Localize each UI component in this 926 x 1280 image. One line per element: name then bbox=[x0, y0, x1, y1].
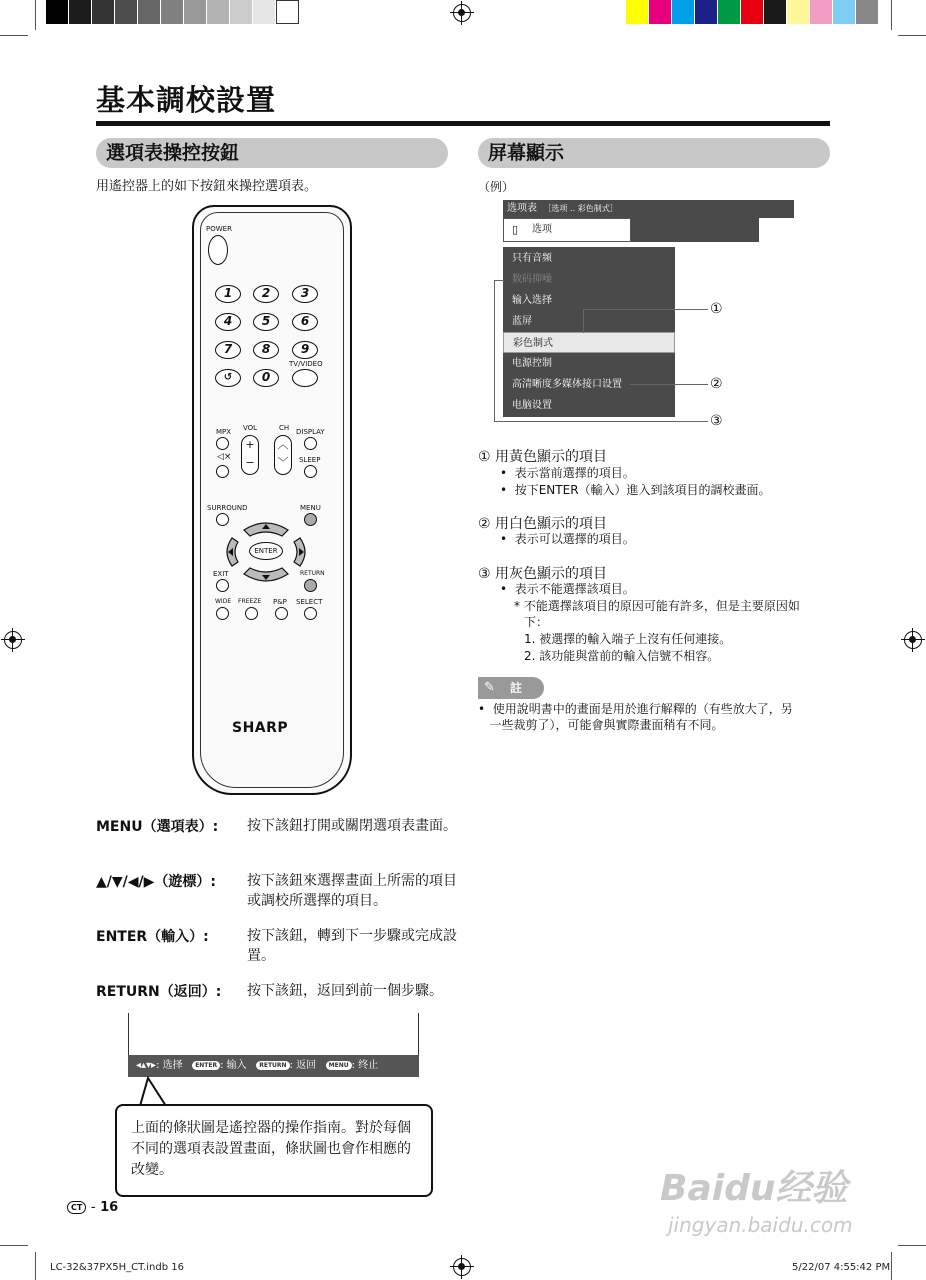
osd-item[interactable]: 输入选择 bbox=[512, 295, 552, 306]
osd-item-disabled: 数码抑噪 bbox=[512, 274, 552, 285]
gray-swatch bbox=[138, 0, 161, 24]
explanation-2-bullet: • 表示可以選擇的項目。 bbox=[500, 532, 635, 546]
intro-text: 用遙控器上的如下按鈕來操控選項表。 bbox=[96, 179, 318, 194]
osd-title-bar: 选项表 ［选项 ‥ 彩色制式］ bbox=[503, 200, 794, 218]
gray-swatch bbox=[253, 0, 276, 24]
tvvideo-label: TV/VIDEO bbox=[289, 360, 323, 368]
display-label: DISPLAY bbox=[296, 428, 325, 436]
color-swatch bbox=[856, 0, 879, 24]
explanation-3-sub: * 不能選擇該項目的原因可能有許多，但是主要原因如 bbox=[514, 599, 800, 613]
color-swatch bbox=[833, 0, 856, 24]
return-label: RETURN bbox=[300, 570, 325, 577]
color-swatch bbox=[672, 0, 695, 24]
color-swatch bbox=[810, 0, 833, 24]
operation-guide-bar: ◂▴▾▸: 选择 ENTER : 输入 RETURN : 返回 MENU : 终止 bbox=[128, 1055, 419, 1077]
menu-key-icon: MENU bbox=[326, 1061, 352, 1070]
explanation-1-heading: ① 用黃色顯示的項目 bbox=[478, 449, 608, 465]
pointer-line bbox=[494, 280, 495, 422]
wide-label: WIDE bbox=[215, 598, 232, 605]
number-button-9[interactable]: 9 bbox=[292, 341, 318, 359]
ch-label: CH bbox=[279, 424, 290, 432]
gray-swatch bbox=[161, 0, 184, 24]
wide-button[interactable] bbox=[216, 607, 229, 620]
enter-button[interactable]: ENTER bbox=[249, 542, 283, 560]
explanation-3-sub: 1. 被選擇的輸入端子上沒有任何連接。 bbox=[524, 632, 732, 646]
registration-mark-icon bbox=[453, 4, 471, 22]
document-icon: ▯ bbox=[512, 223, 519, 236]
color-swatch bbox=[741, 0, 764, 24]
color-swatch bbox=[787, 0, 810, 24]
osd-tab-option[interactable]: ▯ 选项 bbox=[503, 218, 631, 242]
key-menu-desc: 按下該鈕打開或關閉選項表畫面。 bbox=[247, 818, 457, 834]
osd-item[interactable]: 蓝屏 bbox=[512, 316, 532, 327]
marker-2: ② bbox=[710, 376, 723, 392]
enter-key-icon: ENTER bbox=[192, 1061, 220, 1070]
surround-label: SURROUND bbox=[207, 504, 248, 512]
freeze-button[interactable] bbox=[245, 607, 258, 620]
power-button[interactable] bbox=[208, 235, 228, 265]
section-heading-menu-buttons: 選項表操控按鈕 bbox=[96, 138, 448, 168]
pencil-icon: ✎ bbox=[484, 680, 495, 695]
key-cursor-desc: 按下該鈕來選擇畫面上所需的項目或調校所選擇的項目。 bbox=[247, 873, 457, 909]
pp-button[interactable] bbox=[275, 607, 288, 620]
crop-mark bbox=[0, 35, 28, 36]
explanation-3-sub: 下： bbox=[524, 615, 549, 629]
marker-1: ① bbox=[710, 301, 723, 317]
crop-mark bbox=[898, 1245, 926, 1246]
sharp-logo: SHARP bbox=[232, 720, 289, 736]
baidu-watermark: Baidu经验 bbox=[660, 1168, 848, 1209]
crop-mark bbox=[0, 1245, 28, 1246]
return-key-icon: RETURN bbox=[256, 1061, 289, 1070]
sleep-button[interactable] bbox=[304, 465, 317, 478]
channel-rocker[interactable]: ︿ ﹀ bbox=[274, 435, 292, 475]
note-text: • 使用說明書中的畫面是用於進行解釋的（有些放大了，另 一些裁剪了），可能會與實際畫面稍有不同。 bbox=[478, 702, 793, 732]
osd-item[interactable]: 电脑设置 bbox=[512, 400, 552, 411]
select-button[interactable] bbox=[304, 607, 317, 620]
gray-swatch bbox=[46, 0, 69, 24]
gray-swatch bbox=[184, 0, 207, 24]
footer-filename: LC-32&37PX5H_CT.indb 16 bbox=[50, 1262, 184, 1273]
number-button-4[interactable]: 4 bbox=[215, 313, 241, 331]
pointer-line bbox=[583, 309, 584, 333]
crop-mark bbox=[891, 1252, 892, 1280]
pointer-line bbox=[494, 421, 708, 422]
flashback-button[interactable]: ↺ bbox=[215, 369, 241, 387]
osd-tab-empty bbox=[631, 218, 759, 242]
pp-label: P&P bbox=[273, 598, 287, 606]
color-swatch bbox=[718, 0, 741, 24]
number-button-0[interactable]: 0 bbox=[253, 369, 279, 387]
key-enter: ENTER（輸入）: bbox=[96, 929, 209, 945]
cursor-arrows-icon: ◂▴▾▸ bbox=[136, 1060, 157, 1071]
baidu-watermark-url: jingyan.baidu.com bbox=[668, 1213, 853, 1237]
key-return-desc: 按下該鈕，返回到前一個步驟。 bbox=[247, 983, 443, 999]
key-return: RETURN（返回）: bbox=[96, 984, 222, 1000]
mpx-label: MPX bbox=[216, 428, 232, 436]
explanation-3-sub: 2. 該功能與當前的輸入信號不相容。 bbox=[524, 649, 720, 663]
gray-swatch bbox=[69, 0, 92, 24]
number-button-6[interactable]: 6 bbox=[292, 313, 318, 331]
language-badge: CT bbox=[67, 1201, 86, 1214]
osd-item-selected[interactable]: 彩色制式 bbox=[503, 332, 675, 353]
registration-mark-icon bbox=[4, 631, 22, 649]
select-label: SELECT bbox=[296, 598, 323, 606]
guide-callout: 上面的條狀圖是遙控器的操作指南。對於每個不同的選項表設置畫面，條狀圖也會作相應的改變。 bbox=[115, 1104, 433, 1197]
key-menu: MENU（選項表）: bbox=[96, 819, 219, 835]
crop-mark bbox=[35, 1252, 36, 1280]
pointer-line bbox=[494, 280, 504, 281]
footer-timestamp: 5/22/07 4:55:42 PM bbox=[792, 1262, 891, 1273]
number-button-5[interactable]: 5 bbox=[253, 313, 279, 331]
mute-icon: ◁× bbox=[217, 452, 232, 462]
osd-item[interactable]: 只有音频 bbox=[512, 253, 552, 264]
section-heading-screen-display: 屏幕顯示 bbox=[478, 138, 830, 168]
mute-button[interactable] bbox=[216, 465, 229, 478]
crop-mark bbox=[891, 0, 892, 30]
osd-item[interactable]: 电源控制 bbox=[512, 358, 552, 369]
gray-swatch bbox=[207, 0, 230, 24]
registration-mark-icon bbox=[904, 631, 922, 649]
marker-3: ③ bbox=[710, 413, 723, 429]
page-number: CT - 16 bbox=[67, 1200, 118, 1215]
tvvideo-button[interactable] bbox=[292, 369, 318, 387]
exit-button[interactable] bbox=[216, 579, 229, 592]
color-swatch bbox=[626, 0, 649, 24]
gray-swatch bbox=[230, 0, 253, 24]
explanation-1-bullet: • 表示當前選擇的項目。 bbox=[500, 466, 635, 480]
crop-mark bbox=[898, 35, 926, 36]
color-swatch bbox=[695, 0, 718, 24]
freeze-label: FREEZE bbox=[238, 598, 262, 605]
example-label: （例） bbox=[478, 180, 515, 194]
number-button-8[interactable]: 8 bbox=[253, 341, 279, 359]
sleep-label: SLEEP bbox=[299, 456, 321, 464]
registration-mark-icon bbox=[453, 1258, 471, 1276]
return-button[interactable] bbox=[304, 579, 317, 592]
explanation-3-bullet: • 表示不能選擇該項目。 bbox=[500, 582, 635, 596]
page-title: 基本調校設置 bbox=[96, 83, 277, 117]
pointer-line bbox=[583, 309, 708, 310]
number-button-3[interactable]: 3 bbox=[292, 285, 318, 303]
crop-mark bbox=[35, 0, 36, 30]
mpx-button[interactable] bbox=[216, 437, 229, 450]
vol-label: VOL bbox=[243, 424, 258, 432]
number-button-7[interactable]: 7 bbox=[215, 341, 241, 359]
color-swatch bbox=[649, 0, 672, 24]
osd-item[interactable]: 高清晰度多媒体接口设置 bbox=[512, 379, 622, 390]
key-enter-desc: 按下該鈕，轉到下一步驟或完成設置。 bbox=[247, 928, 457, 964]
number-button-1[interactable]: 1 bbox=[215, 285, 241, 303]
gray-swatch bbox=[115, 0, 138, 24]
note-badge: ✎ 註 bbox=[478, 677, 544, 699]
number-button-2[interactable]: 2 bbox=[253, 285, 279, 303]
power-label: POWER bbox=[206, 225, 232, 233]
gray-swatch bbox=[92, 0, 115, 24]
explanation-2-heading: ② 用白色顯示的項目 bbox=[478, 516, 608, 532]
volume-rocker[interactable]: + − bbox=[241, 435, 259, 475]
menu-label: MENU bbox=[300, 504, 321, 512]
explanation-3-heading: ③ 用灰色顯示的項目 bbox=[478, 566, 608, 582]
color-swatch bbox=[764, 0, 787, 24]
title-rule bbox=[96, 121, 830, 126]
exit-label: EXIT bbox=[213, 570, 229, 578]
key-cursor: ▲/▼/◀/▶（遊標）: bbox=[96, 874, 217, 890]
gray-swatch bbox=[276, 0, 299, 24]
pointer-line bbox=[630, 384, 708, 385]
explanation-1-bullet: • 按下ENTER（輸入）進入到該項目的調校畫面。 bbox=[500, 483, 771, 497]
display-button[interactable] bbox=[304, 437, 317, 450]
